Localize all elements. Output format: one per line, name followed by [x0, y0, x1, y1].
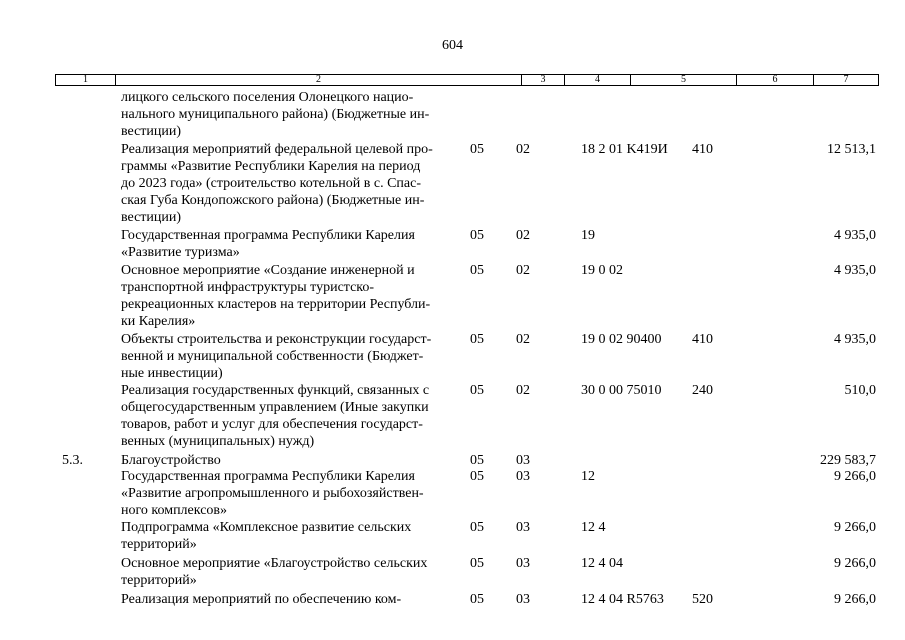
section-code: 05 [470, 592, 484, 607]
description-line: вестиции) [121, 124, 182, 139]
description-line: ного комплексов» [121, 503, 228, 518]
target-article-code: 12 4 04 R5763 [581, 592, 664, 607]
section-code: 05 [470, 228, 484, 243]
description-line: граммы «Развитие Республики Карелия на период [121, 159, 421, 174]
description-line: транспортной инфраструктуры туристско- [121, 280, 375, 295]
section-code: 05 [470, 332, 484, 347]
subsection-code: 03 [516, 592, 530, 607]
row-description [121, 519, 461, 553]
section-code: 05 [470, 556, 484, 571]
target-article-code: 19 0 02 [581, 263, 623, 278]
row-description [121, 591, 461, 608]
description-line: Реализация мероприятий федеральной целевой про- [121, 142, 433, 157]
header-col-4: 4 [564, 75, 630, 85]
subsection-code: 03 [516, 453, 530, 468]
amount: 4 935,0 [834, 332, 876, 347]
subsection-code: 02 [516, 332, 530, 347]
row-description [121, 141, 461, 226]
description-line: Основное мероприятие «Создание инженерной и [121, 263, 415, 278]
description-line: общегосударственным управлением (Иные закупки [121, 400, 429, 415]
header-col-6: 6 [736, 75, 813, 85]
row-description [121, 452, 461, 469]
description-line: Реализация мероприятий по обеспечению ком- [121, 592, 402, 607]
description-line: территорий» [121, 537, 197, 552]
description-line: товаров, работ и услуг для обеспечения государст- [121, 417, 423, 432]
row-description [121, 262, 461, 330]
header-col-7: 7 [813, 75, 878, 85]
description-line: лицкого сельского поселения Олонецкого нацио- [121, 90, 414, 105]
description-line: Объекты строительства и реконструкции государст- [121, 332, 432, 347]
description-line: Реализация государственных функций, связанных с [121, 383, 430, 398]
description-line: до 2023 года» (строительство котельной в с. Спас- [121, 176, 421, 191]
amount: 9 266,0 [834, 592, 876, 607]
row-description [121, 331, 461, 382]
subsection-code: 03 [516, 469, 530, 484]
section-code: 05 [470, 263, 484, 278]
header-col-2: 2 [115, 75, 521, 85]
section-code: 05 [470, 142, 484, 157]
section-code: 05 [470, 469, 484, 484]
target-article-code: 12 4 [581, 520, 606, 535]
row-number: 5.3. [62, 453, 83, 468]
row-description [121, 468, 461, 519]
row-description [121, 227, 461, 261]
target-article-code: 19 0 02 90400 [581, 332, 662, 347]
header-col-3: 3 [521, 75, 564, 85]
table-header [55, 74, 879, 86]
target-article-code: 19 [581, 228, 595, 243]
description-line: Подпрограмма «Комплексное развитие сельских [121, 520, 412, 535]
amount: 4 935,0 [834, 263, 876, 278]
subsection-code: 02 [516, 383, 530, 398]
description-line: Благоустройство [121, 453, 221, 468]
section-code: 05 [470, 520, 484, 535]
description-line: венной и муниципальной собственности (Бюджет- [121, 349, 424, 364]
amount: 9 266,0 [834, 469, 876, 484]
subsection-code: 03 [516, 520, 530, 535]
header-col-1: 1 [83, 74, 88, 85]
amount: 510,0 [844, 383, 876, 398]
expense-type-code: 410 [692, 332, 713, 347]
description-line: вестиции) [121, 210, 182, 225]
target-article-code: 30 0 00 75010 [581, 383, 662, 398]
description-line: ская Губа Кондопожского района) (Бюджетные ин- [121, 193, 425, 208]
expense-type-code: 240 [692, 383, 713, 398]
row-description [121, 382, 461, 450]
target-article-code: 12 [581, 469, 595, 484]
target-article-code: 12 4 04 [581, 556, 623, 571]
description-line: ки Карелия» [121, 314, 196, 329]
description-line: Основное мероприятие «Благоустройство сельских [121, 556, 428, 571]
subsection-code: 02 [516, 142, 530, 157]
subsection-code: 02 [516, 263, 530, 278]
row-description [121, 555, 461, 589]
amount: 9 266,0 [834, 556, 876, 571]
amount: 229 583,7 [820, 453, 876, 468]
header-col-5: 5 [630, 75, 736, 85]
page-number: 604 [442, 38, 463, 53]
description-line: рекреационных кластеров на территории Республи- [121, 297, 431, 312]
description-line: территорий» [121, 573, 197, 588]
subsection-code: 03 [516, 556, 530, 571]
amount: 4 935,0 [834, 228, 876, 243]
row-description [121, 89, 461, 140]
description-line: «Развитие туризма» [121, 245, 240, 260]
amount: 12 513,1 [827, 142, 876, 157]
section-code: 05 [470, 453, 484, 468]
description-line: венных (муниципальных) нужд) [121, 434, 315, 449]
description-line: нального муниципального района) (Бюджетные ин- [121, 107, 430, 122]
subsection-code: 02 [516, 228, 530, 243]
amount: 9 266,0 [834, 520, 876, 535]
description-line: Государственная программа Республики Карелия [121, 228, 415, 243]
description-line: «Развитие агропромышленного и рыбохозяйствен- [121, 486, 424, 501]
section-code: 05 [470, 383, 484, 398]
expense-type-code: 520 [692, 592, 713, 607]
description-line: ные инвестиции) [121, 366, 223, 381]
description-line: Государственная программа Республики Карелия [121, 469, 415, 484]
target-article-code: 18 2 01 K419И [581, 142, 668, 157]
expense-type-code: 410 [692, 142, 713, 157]
